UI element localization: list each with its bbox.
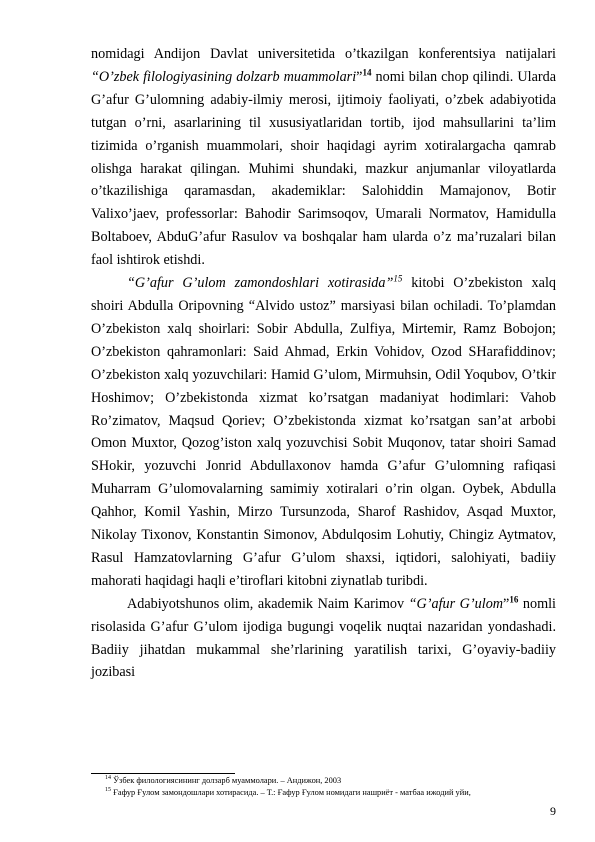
paragraph-1: [91, 43, 556, 272]
body-text: [91, 43, 556, 684]
footnote-text: Ғафур Ғулом замондошлари хотирасида. – Т.: Ғафур Ғулом номидаги нашриёт - матбаа ижодий уйи,: [113, 787, 471, 797]
footnote-text: Ўзбек филологиясининг долзарб муаммолари. – Андижон, 2003: [113, 776, 342, 785]
paragraph-2: [91, 272, 556, 593]
footnote-ref-15: 15: [393, 273, 403, 284]
footnote-14: [105, 775, 565, 787]
paragraph-2-text: kitobi O’zbekiston xalq shoiri Abdulla Oripovning “Alvido ustoz” marsiyasi bilan ochiladi. To’plamdan O’zbekiston xalq shoirlari: Sobir Abdulla, Zulfiya, Mirtemir, Ramz Bobojon; O’zbekiston qahramonlari: Said Ahmad, Erkin Vohidov, Ozod SHarafiddinov; O’zbekiston xalq yozuvchilari: Hamid G’ulom, Mirmuhsin, Odil Yoqubov, O’tkir Hoshimov; O’zbekistonda xizmat ko’rsatgan madaniyat hodimlari: Vahob Ro’zimatov, Maqsud Qoriev; O’zbekistonda xizmat ko’rsatgan san’at arbobi Omon Muxtor, Qozog’iston xalq yozuvchisi Sobit Muqonov, tatar shoiri Samad SHokir, yozuvchi Jonrid Abdullaxonov hamda G’afur G’ulomning rafiqasi Muharram G’ulomovalarning samimiy xotiralari o’rin olgan. Oybek, Abdulla Qahhor, Komil Yashin, Mirzo Tursunzoda, Sharof Rashidov, Asqad Muxtor, Nikolay Tixonov, Konstantin Simonov, Abdulqosim Lohutiy, Chingiz Aytmatov, Rasul Hamzatovlarning G’afur G’ulom shaxsi, iqtidori, salohiyati, badiiy mahorati haqidagi haqli e’tiroflari kitobni ziynatlab turibdi.: [91, 275, 556, 589]
paragraph-1-lead: nomidagi Andijon Davlat universitetida o’tkazilgan konferentsiya natijalari: [91, 46, 556, 62]
paragraph-1-cited-title: “O’zbek filologiyasining dolzarb muammolari: [91, 68, 357, 85]
paragraph-3-cited-title: “G’afur G’ulom: [408, 595, 504, 612]
paragraph-3: [91, 593, 556, 685]
paragraph-3-closing-quote: ”: [503, 595, 510, 612]
paragraph-3-lead: Adabiyotshunos olim, akademik Naim Karimov: [127, 595, 409, 612]
footnote-divider: [91, 773, 235, 774]
paragraph-2-cited-title: “G’afur G’ulom zamondoshlari xotirasida”: [127, 275, 394, 292]
footnote-15: [105, 787, 565, 799]
footnote-ref-16: 16: [509, 594, 519, 605]
footnote-number: 15: [105, 786, 111, 793]
footnotes: [105, 775, 565, 798]
paragraph-1-closing-quote: ”: [356, 68, 363, 85]
footnote-ref-14: 14: [362, 67, 372, 78]
footnote-number: 14: [105, 775, 111, 782]
page-number: 9: [550, 804, 556, 818]
paragraph-1-text: nomi bilan chop qilindi. Ularda G’afur G’ulomning adabiy-ilmiy merosi, ijtimoiy faoliyati, o’zbek adabiyotida tutgan o’rni, asarlarining til xususiyatlaridan tortib, ijod mahsullarini ta’lim tizimida o’rganish muammolari, shoir haqidagi ayrim xotiralargacha qamrab olishga harakat qilingan. Muhimi shundaki, mazkur anjumanlar viloyatlarda o’tkazilishiga qaramasdan, akademiklar: Salohiddin Mamajonov, Botir Valixo’jaev, professorlar: Bahodir Sarimsoqov, Umarali Normatov, Hamidulla Boltaboev, AbduG’afur Rasulov va boshqalar ham ularda o’z ma’ruzalari bilan faol ishtirok etishdi.: [91, 68, 556, 269]
paragraph-3-text: nomli risolasida G’afur G’ulom ijodiga bugungi voqelik nuqtai nazaridan yondashadi. Badiiy jihatdan mukammal she’rlarining yaratilish tarixi, G’oyaviy-badiiy jozibasi: [91, 595, 556, 681]
